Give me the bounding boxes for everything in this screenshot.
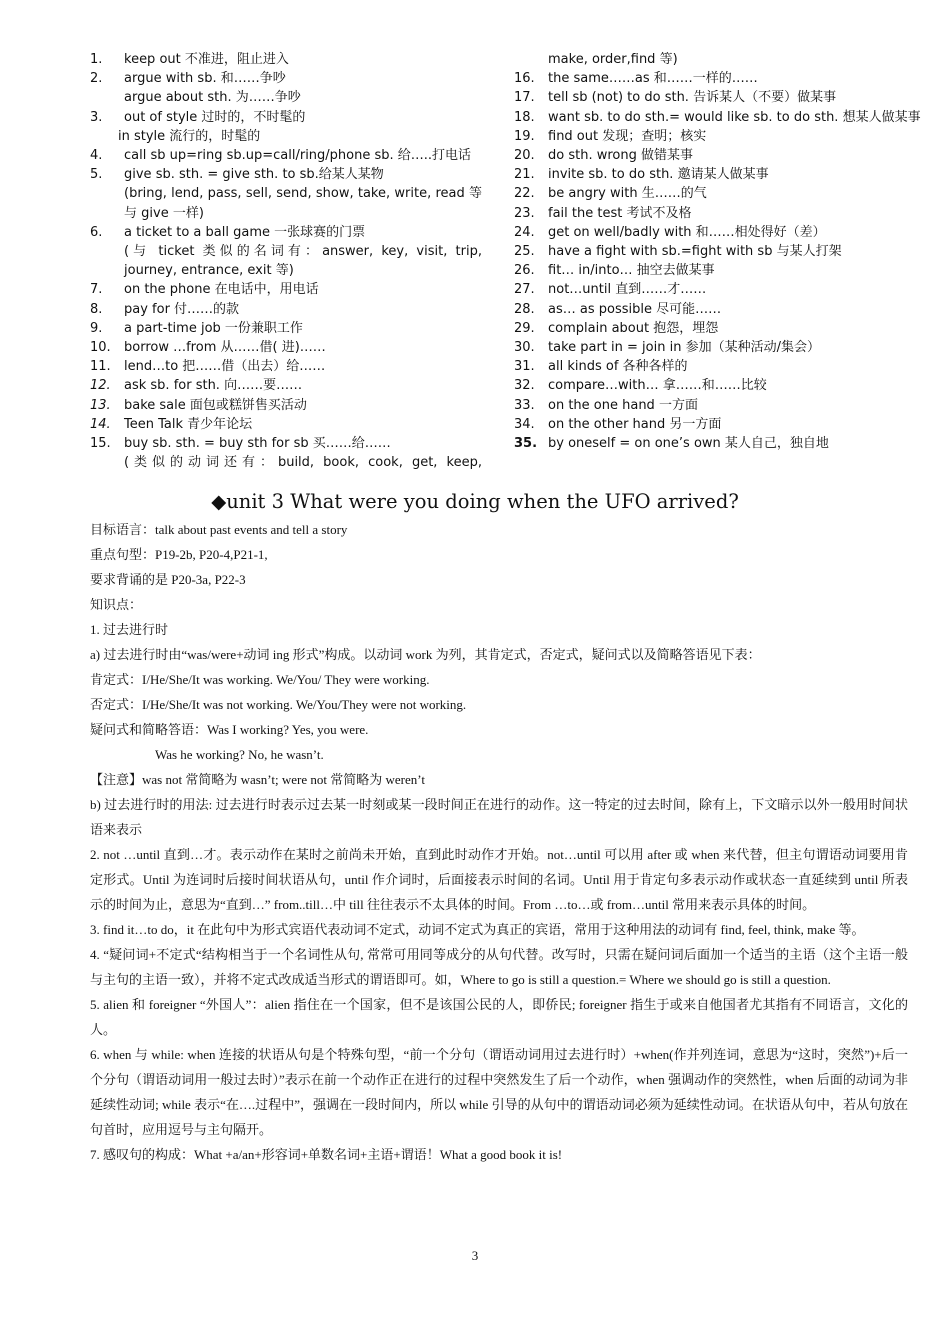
list-item: [514, 108, 922, 127]
paragraph: 4. “疑问词+不定式“结构相当于一个名词性从句, 常常可用同等成分的从句代替。改写时，只需在疑问词后面加一个适当的主语（这个主语一般与主句的主语一致），并将不定式改成适当形式的谓语即可。如，Where to go is still a question.= Where we should go is still a question.: [90, 947, 908, 987]
item-text: on the other hand 另一方面: [548, 416, 722, 432]
list-item: [514, 69, 922, 88]
paragraph: 目标语言：talk about past events and tell a story: [90, 522, 348, 537]
item-continuation: make, order,find 等): [548, 52, 678, 67]
item-number: 2.: [90, 71, 103, 87]
item-number: 31.: [514, 359, 535, 375]
vocabulary-column-left: [90, 50, 482, 472]
list-item: [514, 261, 922, 280]
list-item: [514, 357, 922, 376]
list-item: [514, 165, 922, 184]
item-text: lend…to 把……借（出去）给……: [124, 359, 326, 375]
item-text: want sb. to do sth.= would like sb. to do sth. 想某人做某事: [548, 109, 921, 125]
list-item: [514, 146, 922, 165]
list-item: [90, 280, 482, 299]
list-item: [514, 415, 922, 434]
paragraph: 疑问式和简略答语：Was I working? Yes, you were.: [90, 722, 369, 737]
item-continuation: (bring, lend, pass, sell, send, show, take, write, read 等与 give 一样): [124, 186, 482, 221]
list-item: [90, 108, 482, 127]
item-text: pay for 付……的款: [124, 301, 240, 317]
item-text: fit… in/into… 抽空去做某事: [548, 263, 715, 279]
item-number: 19.: [514, 128, 535, 144]
item-text: the same……as 和……一样的……: [548, 71, 758, 87]
list-item: [90, 415, 482, 434]
item-text: do sth. wrong 做错某事: [548, 148, 693, 164]
item-text: on the phone 在电话中，用电话: [124, 282, 319, 298]
item-number: 34.: [514, 416, 535, 432]
item-continuation: (类似的动词还有：build, book, cook, get, keep,: [124, 455, 482, 471]
list-item: [514, 396, 922, 415]
item-text: complain about 抱怨，埋怨: [548, 320, 719, 336]
item-number: 13.: [90, 397, 111, 413]
list-item: [514, 204, 922, 223]
paragraph: 重点句型：P19-2b, P20-4,P21-1,: [90, 547, 268, 562]
list-item: [514, 184, 922, 203]
paragraph: 7. 感叹句的构成：What +a/an+形容词+单数名词+主语+谓语！What a good book it is!: [90, 1147, 563, 1162]
list-item: [514, 280, 922, 299]
item-number: 15.: [90, 436, 111, 452]
vocabulary-column-right: [514, 50, 922, 453]
item-text: invite sb. to do sth. 邀请某人做某事: [548, 167, 769, 183]
list-item: [90, 223, 482, 242]
list-item: [514, 242, 922, 261]
paragraph: 5. alien 和 foreigner “外国人”：alien 指住在一个国家，但不是该国公民的人，即侨民; foreigner 指生于或来自他国者尤其指有不同语言，文化的人。: [90, 997, 908, 1037]
list-item: [514, 319, 922, 338]
item-text: argue with sb. 和……争吵: [124, 71, 286, 87]
item-number: 5.: [90, 167, 103, 183]
list-item: [514, 434, 922, 453]
list-item: [90, 300, 482, 319]
item-text: all kinds of 各种各样的: [548, 359, 688, 375]
item-number: 22.: [514, 186, 535, 202]
list-item: [90, 434, 482, 453]
item-number: 21.: [514, 167, 535, 183]
item-text: a part-time job 一份兼职工作: [124, 320, 303, 336]
item-number: 27.: [514, 282, 535, 298]
item-text: give sb. sth. = give sth. to sb.给某人某物: [124, 167, 384, 183]
item-text: call sb up=ring sb.up=call/ring/phone sb. 给…..打电话: [124, 148, 472, 164]
list-item: [514, 300, 922, 319]
item-number: 18.: [514, 109, 535, 125]
item-text: tell sb (not) to do sth. 告诉某人（不要）做某事: [548, 90, 837, 106]
item-number: 4.: [90, 148, 103, 164]
paragraph: 知识点：: [90, 597, 143, 612]
item-text: a ticket to a ball game 一张球赛的门票: [124, 224, 366, 240]
list-item: [514, 376, 922, 395]
item-text: have a fight with sb.=fight with sb 与某人打架: [548, 244, 842, 260]
paragraph: 肯定式：I/He/She/It was working. We/You/ They were working.: [90, 672, 430, 687]
list-item: [514, 338, 922, 357]
paragraph: 2. not …until 直到…才。表示动作在某时之前尚未开始，直到此时动作才开始。not…until 可以用 after 或 when 来代替，但主句谓语动词要用肯定形式。Until 为连词时后接时间状语从句，until 作介词时，后面接表示时间的名词。Until 用于肯定句多表示动作或状态一直延续到 until 所表示的时间为止，意思为“直到…” from..till…中 till 往往表示不太具体的时间。From …to…或 from…until 常用来表示具体的时间。: [90, 847, 908, 912]
item-text: by oneself = on one’s own 某人自己，独自地: [548, 436, 829, 452]
item-number: 35.: [514, 436, 538, 452]
item-number: 32.: [514, 378, 535, 394]
item-number: 33.: [514, 397, 535, 413]
item-text: get on well/badly with 和……相处得好（差）: [548, 224, 826, 240]
list-item: [90, 396, 482, 415]
item-number: 23.: [514, 205, 535, 221]
item-continuation: in style 流行的，时髦的: [118, 128, 261, 144]
list-item: [90, 319, 482, 338]
item-text: ask sb. for sth. 向……要……: [124, 378, 303, 394]
list-item: [90, 357, 482, 376]
paragraph: a) 过去进行时由“was/were+动词 ing 形式”构成。以动词 work 为列，其肯定式，否定式，疑问式以及简略答语见下表：: [90, 647, 761, 662]
item-number: 7.: [90, 282, 103, 298]
list-item: [90, 50, 482, 69]
item-continuation: argue about sth. 为……争吵: [124, 90, 301, 106]
list-item: [90, 69, 482, 88]
item-number: 9.: [90, 320, 103, 336]
list-item: [90, 146, 482, 165]
item-number: 16.: [514, 71, 535, 87]
unit-heading: ◆unit 3 What were you doing when the UFO arrived?: [211, 490, 739, 513]
item-number: 10.: [90, 340, 111, 356]
list-item: [514, 223, 922, 242]
item-number: 14.: [90, 416, 111, 432]
item-text: be angry with 生……的气: [548, 186, 707, 202]
paragraph: 1. 过去进行时: [90, 622, 169, 637]
item-text: Teen Talk 青少年论坛: [124, 416, 253, 432]
item-text: buy sb. sth. = buy sth for sb 买……给……: [124, 436, 391, 452]
paragraph: b) 过去进行时的用法: 过去进行时表示过去某一时刻或某一段时间正在进行的动作。这一特定的过去时间，除有上，下文暗示以外一般用时间状语来表示: [90, 797, 908, 837]
item-text: find out 发现；查明；核实: [548, 128, 707, 144]
paragraph: Was he working? No, he wasn’t.: [155, 747, 324, 762]
item-number: 11.: [90, 359, 111, 375]
item-number: 17.: [514, 90, 535, 106]
item-number: 24.: [514, 224, 535, 240]
item-text: take part in = join in 参加（某种活动/集会）: [548, 340, 820, 356]
item-number: 6.: [90, 224, 103, 240]
item-text: bake sale 面包或糕饼售买活动: [124, 397, 307, 413]
item-number: 8.: [90, 301, 103, 317]
item-number: 3.: [90, 109, 103, 125]
item-text: not…until 直到……才……: [548, 282, 707, 298]
knowledge-section: [90, 517, 908, 1167]
item-number: 26.: [514, 263, 535, 279]
item-number: 30.: [514, 340, 535, 356]
paragraph: 6. when 与 while: when 连接的状语从句是个特殊句型，“前一个分句（谓语动词用过去进行时）+when(作并列连词，意思为“这时，突然”)+后一个分句（谓语动词用一般过去时）”表示在前一个动作正在进行的过程中突然发生了后一个动作，when 强调动作的突然性，when 后面的动词为非延续性动词; while 表示“在….过程中”，强调在一段时间内，所以 while 引导的从句中的谓语动词必须为延续性动词。在状语从句中，若从句放在句首时，应用逗号与主句隔开。: [90, 1047, 908, 1137]
item-text: keep out 不准进，阻止进入: [124, 52, 289, 67]
item-text: on the one hand 一方面: [548, 397, 698, 413]
item-continuation: (与 ticket 类似的名词有：answer, key, visit, trip, journey, entrance, exit 等): [124, 244, 482, 279]
paragraph: 【注意】was not 常简略为 wasn’t; were not 常简略为 weren’t: [90, 772, 425, 787]
list-item: [514, 88, 922, 107]
item-text: fail the test 考试不及格: [548, 205, 692, 221]
item-number: 12.: [90, 378, 111, 394]
item-number: 25.: [514, 244, 535, 260]
page-number: 3: [471, 1248, 479, 1263]
item-text: borrow …from 从……借( 进)……: [124, 340, 326, 356]
item-text: compare…with… 拿……和……比较: [548, 378, 767, 394]
list-item: [90, 376, 482, 395]
item-text: as… as possible 尽可能……: [548, 301, 722, 317]
list-item: [514, 127, 922, 146]
item-number: 29.: [514, 320, 535, 336]
item-number: 1.: [90, 52, 103, 67]
paragraph: 要求背诵的是 P20-3a, P22-3: [90, 572, 246, 587]
list-item: [90, 165, 482, 184]
list-item: [90, 338, 482, 357]
item-text: out of style 过时的，不时髦的: [124, 109, 306, 125]
paragraph: 否定式：I/He/She/It was not working. We/You/They were not working.: [90, 697, 467, 712]
item-number: 20.: [514, 148, 535, 164]
item-number: 28.: [514, 301, 535, 317]
paragraph: 3. find it…to do，it 在此句中为形式宾语代表动词不定式，动词不定式为真正的宾语，常用于这种用法的动词有 find, feel, think, make 等。: [90, 922, 865, 937]
